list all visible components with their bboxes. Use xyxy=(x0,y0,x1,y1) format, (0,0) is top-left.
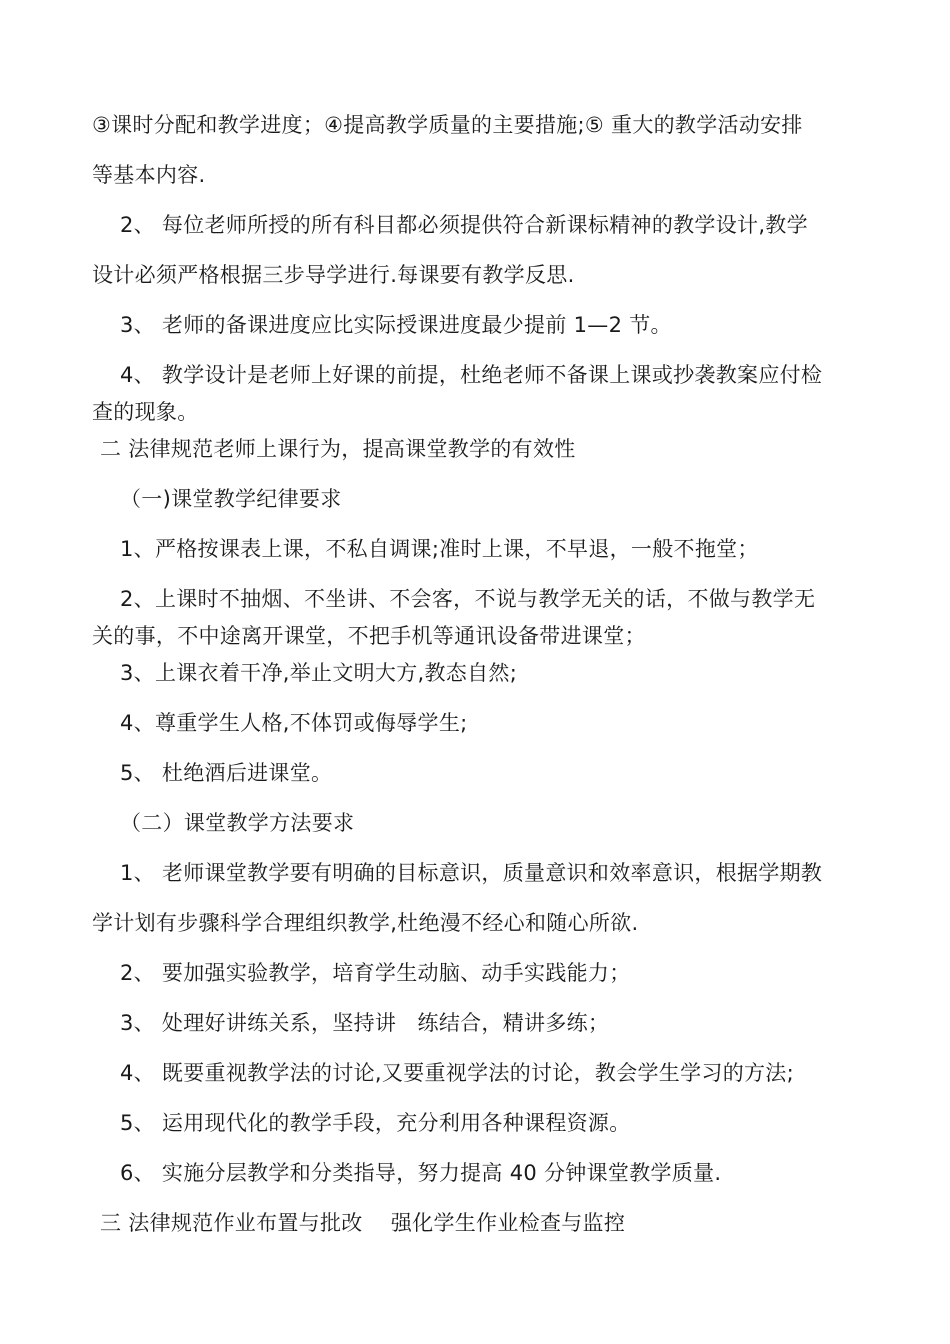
section-heading-3: 三 法律规范作业布置与批改 强化学生作业检查与监控 xyxy=(100,1211,626,1235)
rule-item-3: 3、上课衣着干净,举止文明大方,教态自然; xyxy=(120,661,518,685)
list-item-2: 2、 每位老师所授的所有科目都必须提供符合新课标精神的教学设计,教学 xyxy=(120,213,808,237)
subsection-heading-2: （二）课堂教学方法要求 xyxy=(120,811,355,835)
method-item-3: 3、 处理好讲练关系，坚持讲 练结合，精讲多练； xyxy=(120,1011,610,1035)
text-line-12: 关的事，不中途离开课堂，不把手机等通讯设备带进课堂； xyxy=(92,624,646,648)
method-item-1: 1、 老师课堂教学要有明确的目标意识，质量意识和效率意识，根据学期教 xyxy=(120,861,823,885)
section-heading-2: 二 法律规范老师上课行为，提高课堂教学的有效性 xyxy=(100,437,576,461)
rule-item-1: 1、严格按课表上课，不私自调课;准时上课，不早退，一般不拖堂； xyxy=(120,537,759,561)
rule-item-2: 2、上课时不抽烟、不坐讲、不会客，不说与教学无关的话，不做与教学无 xyxy=(120,587,816,611)
list-item-3: 3、 老师的备课进度应比实际授课进度最少提前 1—2 节。 xyxy=(120,313,672,337)
method-item-2: 2、 要加强实验教学，培育学生动脑、动手实践能力； xyxy=(120,961,631,985)
text-line-4: 设计必须严格根据三步导学进行.每课要有教学反思. xyxy=(92,263,575,287)
text-line-2: 等基本内容. xyxy=(92,163,206,187)
rule-item-5: 5、 杜绝酒后进课堂。 xyxy=(120,761,333,785)
text-line-1: ③课时分配和教学进度；④提高教学质量的主要措施;⑤ 重大的教学活动安排 xyxy=(92,113,803,137)
method-item-4: 4、 既要重视教学法的讨论,又要重视学法的讨论，教会学生学习的方法; xyxy=(120,1061,794,1085)
rule-item-4: 4、尊重学生人格,不体罚或侮辱学生; xyxy=(120,711,468,735)
text-line-7: 查的现象。 xyxy=(92,400,199,424)
subsection-heading-1: （一)课堂教学纪律要求 xyxy=(120,487,342,511)
list-item-4: 4、 教学设计是老师上好课的前提，杜绝老师不备课上课或抄袭教案应付检 xyxy=(120,363,823,387)
text-line-18: 学计划有步骤科学合理组织教学,杜绝漫不经心和随心所欲. xyxy=(92,911,639,935)
method-item-5: 5、 运用现代化的教学手段，充分利用各种课程资源。 xyxy=(120,1111,631,1135)
method-item-6: 6、 实施分层教学和分类指导，努力提高 40 分钟课堂教学质量. xyxy=(120,1161,722,1185)
